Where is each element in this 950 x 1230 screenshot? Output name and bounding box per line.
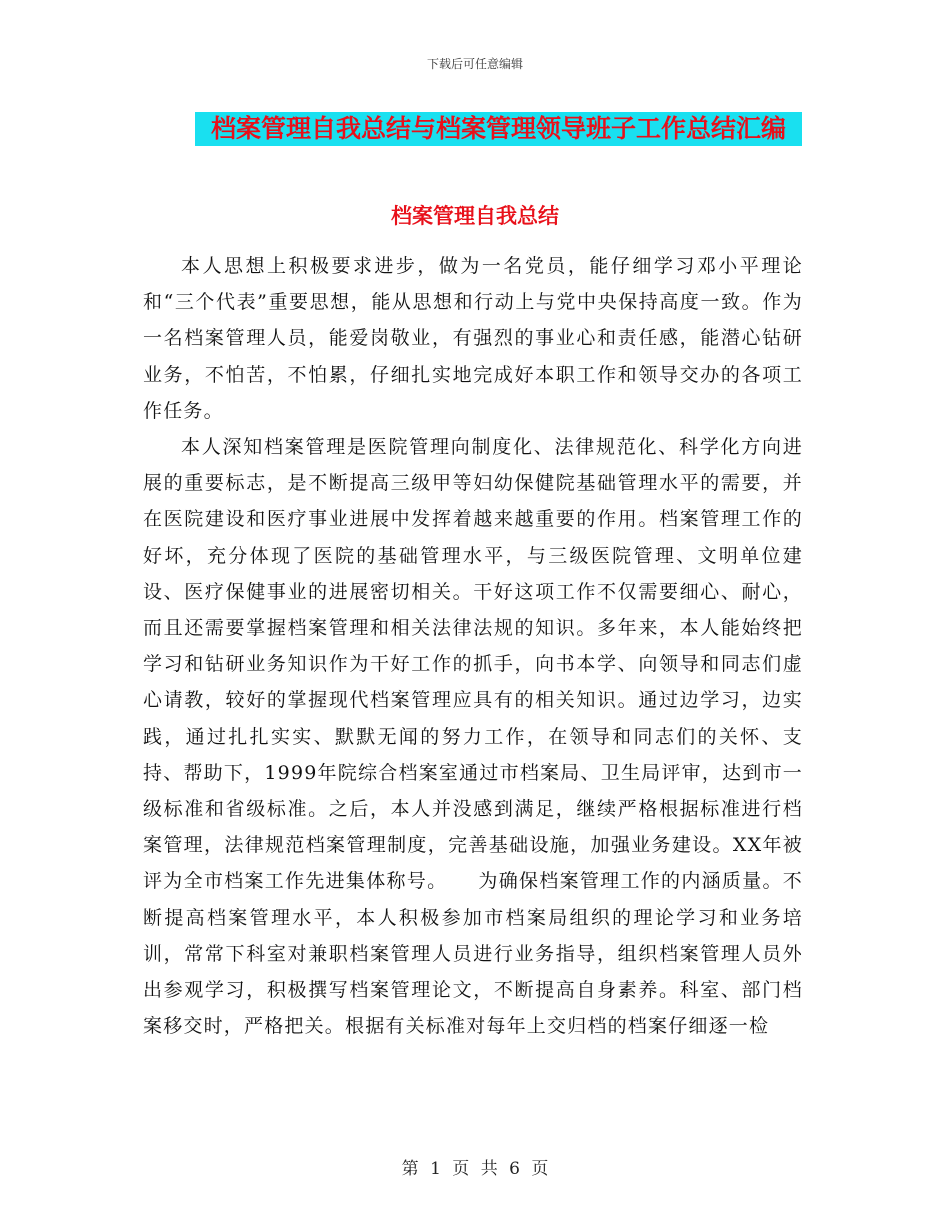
section-title: 档案管理自我总结 xyxy=(391,203,559,228)
paragraph-2: 本人深知档案管理是医院管理向制度化、法律规范化、科学化方向进展的重要标志，是不断提高三级甲等妇幼保健院基础管理水平的需要，并在医院建设和医疗事业进展中发挥着越来越重要的作用。档案管理工作的好坏，充分体现了医院的基础管理水平，与三级医院管理、文明单位建设、医疗保健事业的进展密切相关。干好这项工作不仅需要细心、耐心，而且还需要掌握档案管理和相关法律法规的知识。多年来，本人能始终把学习和钻研业务知识作为干好工作的抓手，向书本学、向领导和同志们虚心请教，较好的掌握现代档案管理应具有的相关知识。通过边学习，边实践，通过扎扎实实、默默无闻的努力工作，在领导和同志们的关怀、支持、帮助下，1999年院综合档案室通过市档案局、卫生局评审，达到市一级标准和省级标准。之后，本人并没感到满足，继续严格根据标准进行档案管理，法律规范档案管理制度，完善基础设施，加强业务建设。XX年被评为全市档案工作先进集体称号。 为确保档案管理工作的内涵质量。不断提高档案管理水平，本人积极参加市档案局组织的理论学习和业务培训，常常下科室对兼职档案管理人员进行业务指导，组织档案管理人员外出参观学习，积极撰写档案管理论文，不断提高自身素养。科室、部门档案移交时，严格把关。根据有关标准对每年上交归档的档案仔细逐一检 xyxy=(143,436,803,1038)
body-text xyxy=(143,248,803,1044)
document-title: 档案管理自我总结与档案管理领导班子工作总结汇编 xyxy=(210,114,786,143)
paragraph-1: 本人思想上积极要求进步，做为一名党员，能仔细学习邓小平理论和“三个代表”重要思想，能从思想和行动上与党中央保持高度一致。作为一名档案管理人员，能爱岗敬业，有强烈的事业心和责任感，能潜心钻研业务，不怕苦，不怕累，仔细扎实地完成好本职工作和领导交办的各项工作任务。 xyxy=(143,255,803,422)
page-footer: 第 1 页 共 6 页 xyxy=(401,1159,549,1179)
header-note: 下载后可任意编辑 xyxy=(426,57,523,71)
